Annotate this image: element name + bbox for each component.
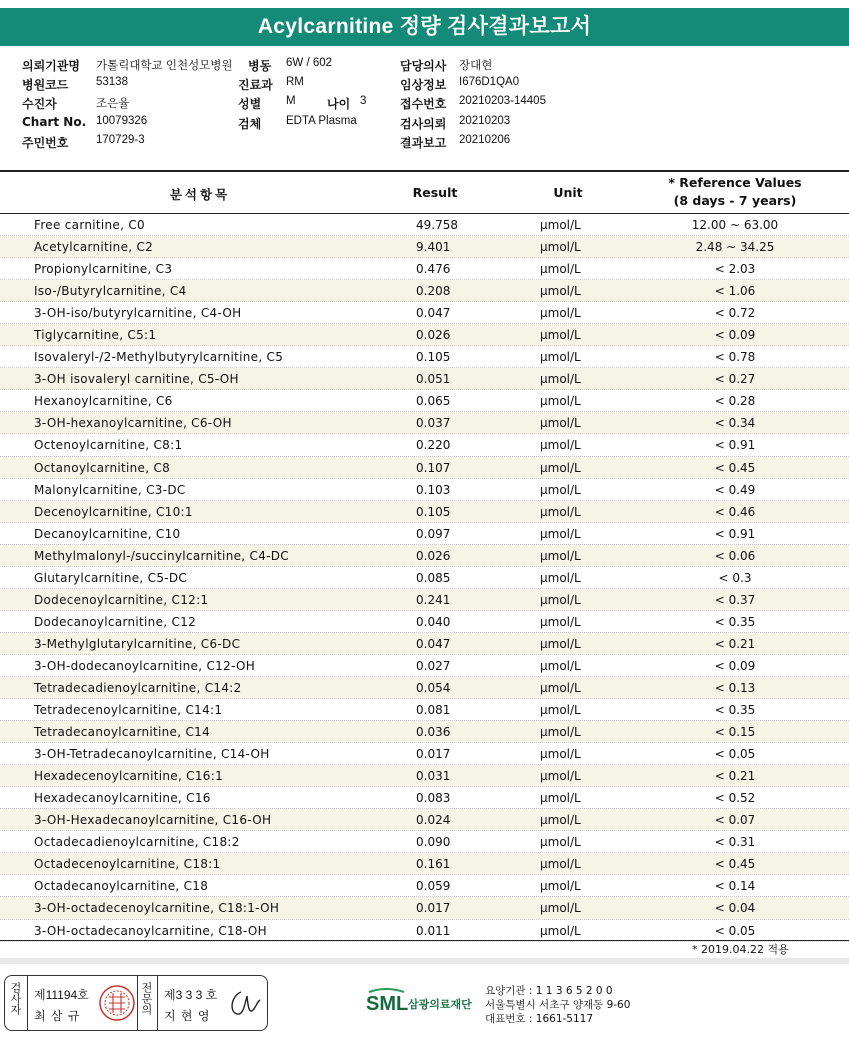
reference-range: < 1.06 [714,284,756,299]
result-value: 0.017 [416,901,451,916]
table-row [0,236,849,258]
signature-scribble-icon [227,986,265,1020]
unit-value: μmol/L [540,570,581,585]
result-value: 0.011 [416,923,451,938]
table-row [0,258,849,280]
analyte-name: Free carnitine, C0 [34,218,145,232]
reference-range: < 0.31 [714,835,756,850]
reference-range: < 0.45 [714,460,756,475]
table-header [0,172,849,214]
reference-range: < 0.28 [714,394,756,409]
table-row [0,214,849,236]
analyte-name: Methylmalonyl-/succinylcarnitine, C4-DC [34,548,289,563]
unit-value: μmol/L [540,614,581,629]
result-value: 0.107 [416,460,451,475]
table-row [0,479,849,501]
footnote: * 2019.04.22 적용 [692,943,789,956]
table-row [0,302,849,324]
table-row [0,897,849,919]
examiner-label: 검사자 [9,982,22,1015]
separator-band [0,958,849,964]
chart-no-label: Chart No. [22,115,87,129]
result-value: 0.026 [416,328,451,343]
analyte-name: 3-OH-octadecenoylcarnitine, C18:1-OH [34,901,280,916]
result-value: 0.085 [416,570,451,585]
header-ref-line2: (8 days - 7 years) [673,193,797,208]
unit-value: μmol/L [540,394,581,409]
table-row [0,434,849,456]
analyte-name: Hexadecenoylcarnitine, C16:1 [34,769,224,784]
result-value: 0.051 [416,372,451,387]
result-value: 0.040 [416,614,451,629]
reference-range: < 0.13 [714,680,756,695]
company-line3: 대표번호 : 1661-5117 [485,1013,594,1025]
analyte-name: Isovaleryl-/2-Methylbutyrylcarnitine, C5 [34,350,284,365]
analyte-name: Dodecanoylcarnitine, C12 [34,614,197,629]
result-value: 0.047 [416,636,451,651]
table-row [0,765,849,787]
analyte-name: Decanoylcarnitine, C10 [34,526,181,541]
analyte-name: 3-OH-octadecanoylcarnitine, C18-OH [34,923,267,938]
result-value: 0.208 [416,284,451,299]
analyte-name: 3-OH-iso/butyrylcarnitine, C4-OH [34,306,242,321]
unit-value: μmol/L [540,703,581,718]
table-row [0,280,849,302]
doctor-value: 장대현 [459,60,493,72]
result-value: 49.758 [416,218,458,232]
reference-range: < 0.49 [714,482,756,497]
unit-value: μmol/L [540,460,581,475]
result-value: 0.161 [416,857,451,872]
unit-value: μmol/L [540,879,581,894]
header-unit: Unit [553,185,583,200]
table-row [0,368,849,390]
analyte-name: Octadecadienoylcarnitine, C18:2 [34,835,240,850]
sex-value: M [286,95,296,107]
table-row [0,412,849,434]
reference-range: < 0.3 [718,570,752,585]
doctor-label: 담당의사 [400,59,447,73]
result-value: 0.090 [416,835,451,850]
unit-value: μmol/L [540,372,581,387]
analyte-name: 3-OH-dodecanoylcarnitine, C12-OH [34,658,256,673]
result-value: 0.024 [416,813,451,828]
analyte-name: 3-OH-Hexadecanoylcarnitine, C16-OH [34,813,272,828]
analyte-name: Tetradecanoylcarnitine, C14 [34,725,211,740]
table-row [0,853,849,875]
unit-value: μmol/L [540,306,581,321]
age-value: 3 [360,95,367,107]
patient-value: 조은율 [96,98,130,110]
reference-range: < 2.03 [714,262,756,277]
analyte-name: Hexadecanoylcarnitine, C16 [34,791,211,806]
logo-mark: SML [366,993,409,1015]
table-row [0,699,849,721]
request-date-label: 검사의뢰 [400,117,447,131]
table-row [0,457,849,479]
specialist-name: 지 현 영 [164,1009,211,1023]
result-value: 0.037 [416,416,451,431]
unit-value: μmol/L [540,262,581,277]
request-date-value: 20210203 [459,115,511,127]
report-title: Acylcarnitine 정량 검사결과보고서 [0,8,849,46]
table-row [0,809,849,831]
table-row [0,567,849,589]
unit-value: μmol/L [540,901,581,916]
table-row [0,324,849,346]
analyte-name: Decenoylcarnitine, C10:1 [34,504,193,519]
analyte-name: Tiglycarnitine, C5:1 [34,328,157,343]
table-row [0,501,849,523]
unit-value: μmol/L [540,548,581,563]
result-value: 0.017 [416,747,451,762]
table-row [0,677,849,699]
analyte-name: Octadecanoylcarnitine, C18 [34,879,209,894]
reference-range: < 0.45 [714,857,756,872]
company-line1: 요양기관 : 1 1 3 6 5 2 0 0 [485,985,613,997]
institution-label: 의뢰기관명 [22,59,80,73]
specialist-label: 전문의 [140,982,153,1015]
reference-range: < 0.07 [714,813,756,828]
analyte-name: Malonylcarnitine, C3-DC [34,482,186,497]
result-value: 0.036 [416,725,451,740]
reference-range: < 0.05 [714,747,756,762]
reference-range: < 0.91 [714,526,756,541]
examiner-name: 최 삼 규 [34,1009,81,1023]
result-value: 0.476 [416,262,451,277]
signature-box [4,975,268,1031]
result-value: 0.097 [416,526,451,541]
reference-range: < 0.46 [714,504,756,519]
result-value: 0.241 [416,592,451,607]
analyte-name: Octanoylcarnitine, C8 [34,460,171,475]
table-row [0,920,849,942]
table-row [0,743,849,765]
result-value: 0.083 [416,791,451,806]
unit-value: μmol/L [540,791,581,806]
patient-info-block [0,55,849,165]
hospital-code-value: 53138 [96,76,128,88]
patient-label: 수진자 [22,97,57,111]
clinical-info-value: I676D1QA0 [459,76,520,88]
table-row [0,831,849,853]
unit-value: μmol/L [540,504,581,519]
reference-range: < 0.15 [714,725,756,740]
institution-value: 가톨릭대학교 인천성모병원 [96,60,233,72]
result-value: 0.065 [416,394,451,409]
table-row [0,721,849,743]
result-value: 0.059 [416,879,451,894]
unit-value: μmol/L [540,923,581,938]
reference-range: < 0.35 [714,614,756,629]
table-row [0,787,849,809]
unit-value: μmol/L [540,526,581,541]
unit-value: μmol/L [540,350,581,365]
examiner-license: 제11194호 [34,988,89,1002]
reference-range: 12.00 ~ 63.00 [691,218,779,232]
analyte-name: Dodecenoylcarnitine, C12:1 [34,592,209,607]
result-value: 9.401 [416,240,451,255]
unit-value: μmol/L [540,218,581,232]
chart-no-value: 10079326 [96,115,148,127]
unit-value: μmol/L [540,438,581,453]
result-value: 0.054 [416,680,451,695]
table-row [0,655,849,677]
reference-range: < 0.72 [714,306,756,321]
reference-range: < 0.52 [714,791,756,806]
header-result: Result [412,185,458,200]
analyte-name: Glutarylcarnitine, C5-DC [34,570,188,585]
sex-label: 성별 [238,97,262,111]
result-value: 0.105 [416,504,451,519]
reference-range: < 0.34 [714,416,756,431]
dept-value: RM [286,76,304,88]
resident-no-label: 주민번호 [22,136,69,150]
unit-value: μmol/L [540,416,581,431]
unit-value: μmol/L [540,857,581,872]
analyte-name: Tetradecadienoylcarnitine, C14:2 [34,680,242,695]
analyte-name: Tetradecenoylcarnitine, C14:1 [34,703,223,718]
analyte-name: Octadecenoylcarnitine, C18:1 [34,857,221,872]
reference-range: < 0.09 [714,658,756,673]
age-label: 나이 [327,97,351,111]
specialist-license: 제3 3 3 호 [164,988,218,1002]
unit-value: μmol/L [540,747,581,762]
header-item: 분석항목 [169,187,231,202]
table-row [0,589,849,611]
report-date-label: 결과보고 [400,136,447,150]
result-value: 0.026 [416,548,451,563]
ward-value: 6W / 602 [286,57,333,69]
analyte-name: 3-OH isovaleryl carnitine, C5-OH [34,372,239,387]
unit-value: μmol/L [540,284,581,299]
clinical-info-label: 임상정보 [400,78,447,92]
specimen-value: EDTA Plasma [286,115,357,127]
reference-range: < 0.37 [714,592,756,607]
analyte-name: Octenoylcarnitine, C8:1 [34,438,183,453]
table-row [0,390,849,412]
specimen-label: 검체 [238,117,262,131]
result-value: 0.220 [416,438,451,453]
company-name: 삼광의료재단 [408,998,472,1011]
result-value: 0.031 [416,769,451,784]
receipt-value: 20210203-14405 [459,95,546,107]
company-info [485,984,630,1026]
reference-range: 2.48 ~ 34.25 [695,240,775,255]
reference-range: < 0.21 [714,636,756,651]
unit-value: μmol/L [540,482,581,497]
analyte-name: 3-Methylglutarylcarnitine, C6-DC [34,636,241,651]
reference-range: < 0.35 [714,703,756,718]
receipt-label: 접수번호 [400,97,447,111]
report-date-value: 20210206 [459,134,511,146]
table-row [0,611,849,633]
company-line2: 서울특별시 서초구 양재동 9-60 [485,999,631,1011]
table-row [0,875,849,897]
analyte-name: Propionylcarnitine, C3 [34,262,173,277]
unit-value: μmol/L [540,725,581,740]
result-value: 0.103 [416,482,451,497]
unit-value: μmol/L [540,240,581,255]
results-table [0,214,849,942]
reference-range: < 0.05 [714,923,756,938]
unit-value: μmol/L [540,636,581,651]
table-row [0,633,849,655]
result-value: 0.027 [416,658,451,673]
reference-range: < 0.09 [714,328,756,343]
reference-range: < 0.21 [714,769,756,784]
header-ref-line1: * Reference Values [668,175,802,190]
reference-range: < 0.14 [714,879,756,894]
analyte-name: Hexanoylcarnitine, C6 [34,394,173,409]
unit-value: μmol/L [540,813,581,828]
seal-stamp-icon [97,982,137,1024]
result-value: 0.105 [416,350,451,365]
unit-value: μmol/L [540,835,581,850]
unit-value: μmol/L [540,680,581,695]
unit-value: μmol/L [540,658,581,673]
unit-value: μmol/L [540,592,581,607]
reference-range: < 0.91 [714,438,756,453]
result-value: 0.081 [416,703,451,718]
reference-range: < 0.78 [714,350,756,365]
hospital-code-label: 병원코드 [22,78,69,92]
table-row [0,346,849,368]
unit-value: μmol/L [540,769,581,784]
ward-label: 병동 [248,59,272,73]
reference-range: < 0.04 [714,901,756,916]
analyte-name: 3-OH-Tetradecanoylcarnitine, C14-OH [34,747,270,762]
unit-value: μmol/L [540,328,581,343]
analyte-name: Acetylcarnitine, C2 [34,240,154,255]
reference-range: < 0.27 [714,372,756,387]
analyte-name: Iso-/Butyrylcarnitine, C4 [34,284,187,299]
table-row [0,545,849,567]
dept-label: 진료과 [238,78,273,92]
result-value: 0.047 [416,306,451,321]
reference-range: < 0.06 [714,548,756,563]
table-row [0,523,849,545]
resident-no-value: 170729-3 [96,134,145,146]
analyte-name: 3-OH-hexanoylcarnitine, C6-OH [34,416,232,431]
